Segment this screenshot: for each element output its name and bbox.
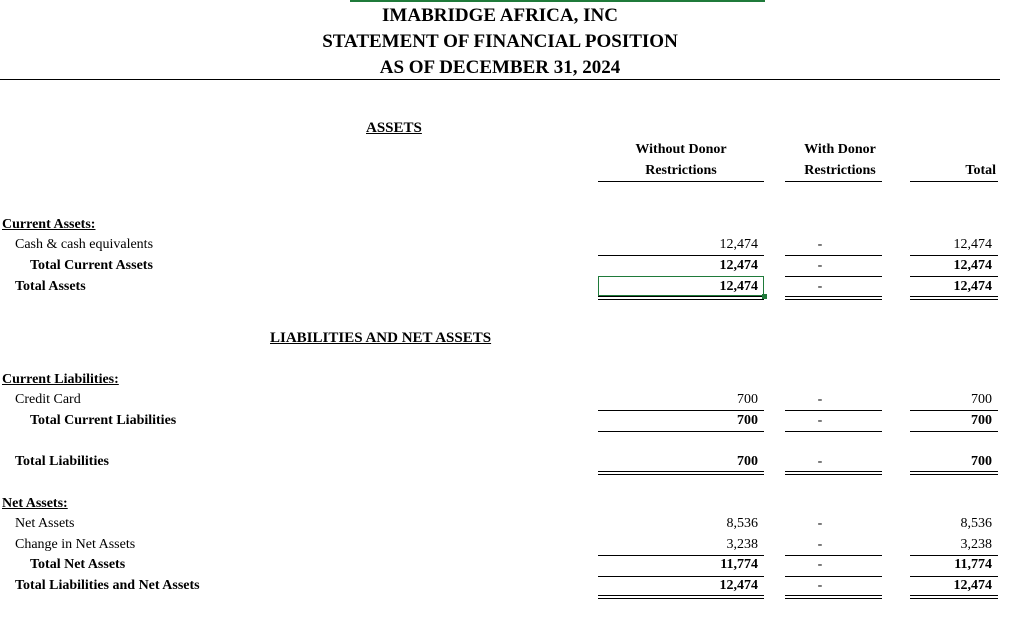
- rule: [598, 410, 764, 411]
- rule: [598, 555, 764, 556]
- row-label-total-current-assets: Total Current Assets: [30, 258, 153, 273]
- row-label-total-net-assets: Total Net Assets: [30, 557, 126, 572]
- col-underline-with: [785, 181, 882, 182]
- rule: [910, 576, 998, 577]
- cell-tca-with[interactable]: -: [817, 258, 823, 273]
- cell-tl-total[interactable]: 700: [971, 454, 992, 469]
- cell-tna-total[interactable]: 11,774: [954, 557, 992, 572]
- row-label-total-current-liabilities: Total Current Liabilities: [30, 413, 177, 428]
- cell-cash-with[interactable]: -: [817, 237, 823, 252]
- rule: [785, 299, 882, 300]
- rule: [598, 299, 764, 300]
- assets-heading: ASSETS: [366, 120, 422, 136]
- cell-na-without[interactable]: 8,536: [726, 516, 758, 531]
- rule: [910, 276, 998, 277]
- rule: [910, 410, 998, 411]
- col-header-without-line1: Without Donor: [635, 142, 727, 157]
- current-assets-heading: Current Assets:: [2, 217, 96, 232]
- cell-tna-with[interactable]: -: [817, 557, 823, 572]
- rule: [910, 299, 998, 300]
- cell-tl-without[interactable]: 700: [737, 454, 758, 469]
- row-label-change-net-assets: Change in Net Assets: [15, 537, 136, 552]
- row-label-total-assets: Total Assets: [15, 279, 86, 294]
- cell-cc-with[interactable]: -: [817, 392, 823, 407]
- cell-cna-total[interactable]: 3,238: [960, 537, 992, 552]
- rule: [785, 555, 882, 556]
- statement-date: AS OF DECEMBER 31, 2024: [379, 57, 621, 78]
- col-header-without-donor: [600, 139, 762, 181]
- cell-tlna-without[interactable]: 12,474: [719, 578, 758, 593]
- row-label-total-liabilities: Total Liabilities: [15, 454, 110, 469]
- rule: [598, 431, 764, 432]
- rule: [785, 255, 882, 256]
- col-header-without-line2: Restrictions: [645, 163, 717, 178]
- rule: [785, 431, 882, 432]
- rule: [910, 471, 998, 472]
- cell-cc-total[interactable]: 700: [971, 392, 992, 407]
- rule: [785, 474, 882, 475]
- cell-tca-without[interactable]: 12,474: [719, 258, 758, 273]
- statement-title: STATEMENT OF FINANCIAL POSITION: [322, 31, 678, 52]
- current-liabilities-heading: Current Liabilities:: [2, 372, 119, 387]
- col-header-with-line2: Restrictions: [804, 163, 876, 178]
- rule: [910, 296, 998, 297]
- cell-na-total[interactable]: 8,536: [960, 516, 992, 531]
- rule: [785, 576, 882, 577]
- row-label-net-assets: Net Assets: [15, 516, 75, 531]
- rule: [785, 410, 882, 411]
- col-underline-without: [598, 181, 764, 182]
- rule: [598, 255, 764, 256]
- cell-tcl-without[interactable]: 700: [737, 413, 758, 428]
- row-label-credit-card: Credit Card: [15, 392, 81, 407]
- cell-cna-without[interactable]: 3,238: [726, 537, 758, 552]
- cell-cna-with[interactable]: -: [817, 537, 823, 552]
- rule: [598, 595, 764, 596]
- cell-cc-without[interactable]: 700: [737, 392, 758, 407]
- top-border-accent: [350, 0, 765, 2]
- header-divider: [0, 79, 1000, 80]
- cell-tcl-with[interactable]: -: [817, 413, 823, 428]
- cell-ta-total[interactable]: 12,474: [953, 279, 992, 294]
- cell-na-with[interactable]: -: [817, 516, 823, 531]
- company-name: IMABRIDGE AFRICA, INC: [382, 5, 618, 26]
- rule: [785, 471, 882, 472]
- rule: [598, 598, 764, 599]
- rule: [785, 598, 882, 599]
- rule: [785, 595, 882, 596]
- fill-handle[interactable]: [762, 294, 767, 299]
- cell-cash-total[interactable]: 12,474: [953, 237, 992, 252]
- cell-tl-with[interactable]: -: [817, 454, 823, 469]
- rule: [910, 555, 998, 556]
- rule: [785, 296, 882, 297]
- rule: [598, 474, 764, 475]
- col-underline-total: [910, 181, 998, 182]
- row-label-total-liab-net-assets: Total Liabilities and Net Assets: [15, 578, 200, 593]
- cell-tca-total[interactable]: 12,474: [953, 258, 992, 273]
- cell-tcl-total[interactable]: 700: [971, 413, 992, 428]
- rule: [910, 474, 998, 475]
- rule: [910, 255, 998, 256]
- cell-tlna-with[interactable]: -: [817, 578, 823, 593]
- cell-tlna-total[interactable]: 12,474: [953, 578, 992, 593]
- net-assets-heading: Net Assets:: [2, 496, 68, 511]
- rule: [598, 471, 764, 472]
- col-header-with-line1: With Donor: [804, 142, 876, 157]
- row-label-cash: Cash & cash equivalents: [15, 237, 154, 252]
- rule: [598, 576, 764, 577]
- liabilities-net-assets-heading: LIABILITIES AND NET ASSETS: [270, 330, 492, 346]
- cell-cash-without[interactable]: 12,474: [719, 237, 758, 252]
- cell-ta-without[interactable]: 12,474: [719, 279, 758, 294]
- col-header-total: Total: [965, 163, 996, 178]
- rule: [910, 595, 998, 596]
- selected-cell-outline: [598, 276, 764, 296]
- cell-tna-without[interactable]: 11,774: [720, 557, 758, 572]
- rule: [910, 431, 998, 432]
- rule: [785, 276, 882, 277]
- col-header-with-donor: [785, 139, 895, 181]
- rule: [910, 598, 998, 599]
- cell-ta-with[interactable]: -: [817, 279, 823, 294]
- rule: [598, 296, 764, 297]
